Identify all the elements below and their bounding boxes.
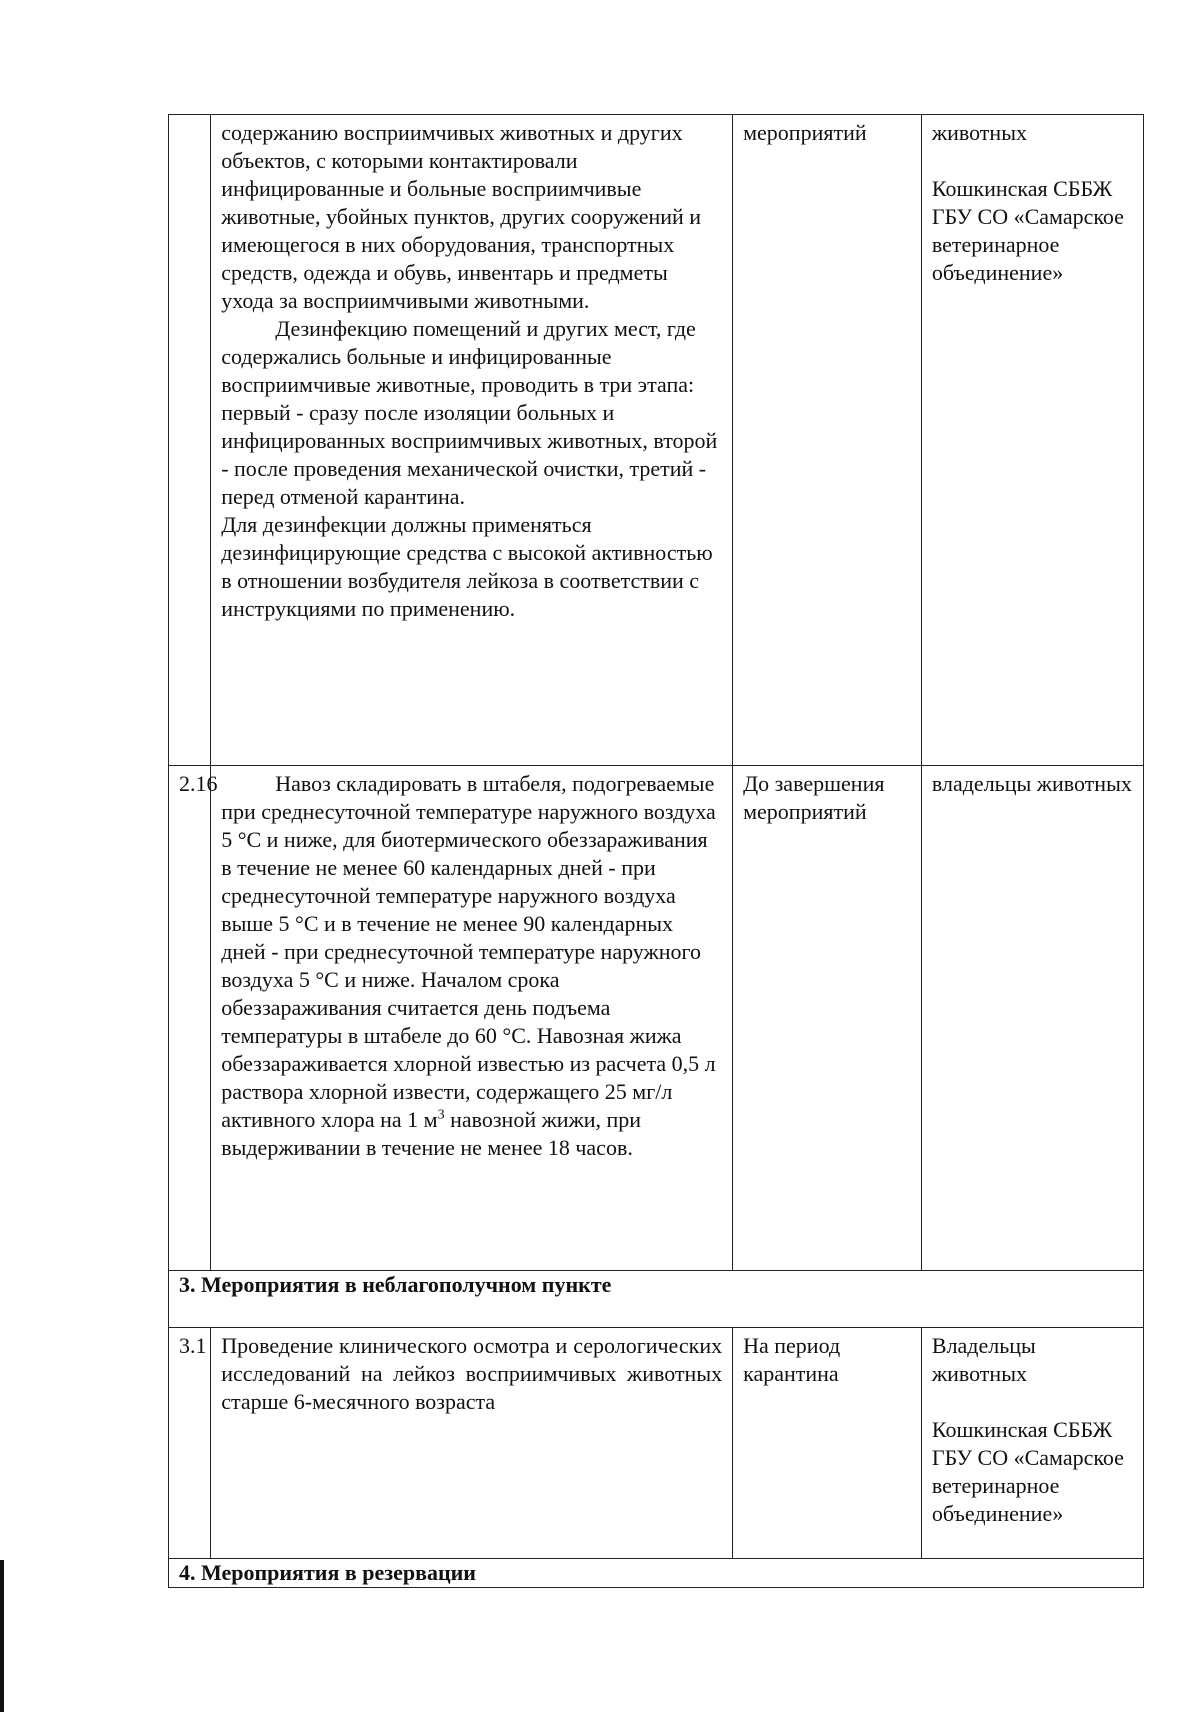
responsible-cell — [921, 115, 1143, 766]
responsible-cell — [921, 1328, 1143, 1559]
measures-table — [168, 114, 1144, 1588]
measure-text-paragraph: Проведение клинического осмотра и серологических исследований на лейкоз восприимчивых животных старше 6-месячного возраста — [221, 1333, 723, 1414]
measure-text-main: Навоз складировать в штабеля, подогреваемые при среднесуточной температуре наружного воздуха 5 °С и ниже, для биотермического обеззараживания в течение не менее 60 календарных дней - при среднесуточной температуре наружного воздуха выше 5 °С и в течение не менее 90 календарных дней - при среднесуточной температуре наружного воздуха 5 °С и ниже. Началом срока обеззараживания считается день подъема температуры в штабеле до 60 °С. Навозная жижа обеззараживается хлорной известью из расчета 0,5 л раствора хлорной извести, содержащего 25 мг/л активного хлора на 1 м — [221, 771, 716, 1132]
scan-edge-mark — [0, 1560, 4, 1712]
measure-text-paragraph: Для дезинфекции должны применяться дезинфицирующие средства с высокой активностью в отношении возбудителя лейкоза в соответствии с инструкциями по применению. — [221, 512, 713, 621]
responsible-text: Кошкинская СББЖ ГБУ СО «Самарское ветеринарное объединение» — [931, 176, 1124, 285]
table-row — [169, 766, 1144, 1271]
measure-text-paragraph: Дезинфекцию помещений и других мест, где содержались больные и инфицированные восприимчивые животные, проводить в три этапа: первый - сразу после изоляции больных и инфицированных восприимчивых животных, второй - после проведения механической очистки, третий - перед отменой карантина. — [221, 316, 718, 509]
measure-description-cell — [211, 1328, 733, 1559]
measure-text-paragraph: содержанию восприимчивых животных и других объектов, с которыми контактировали инфицированные и больные восприимчивые животные, убойных пунктов, других сооружений и имеющегося в них оборудования, транспортных средств, одежда и обувь, инвентарь и предметы ухода за восприимчивыми животными. — [221, 120, 702, 313]
section-header-row — [169, 1271, 1144, 1328]
measure-description-cell — [211, 115, 733, 766]
responsible-text: животных — [931, 120, 1027, 145]
responsible-text: Кошкинская СББЖ ГБУ СО «Самарское ветеринарное объединение» — [931, 1417, 1124, 1526]
term-cell: До завершения мероприятий — [733, 766, 922, 1271]
table-row — [169, 115, 1144, 766]
item-number-cell: 3.1 — [169, 1328, 211, 1559]
measure-description-cell — [211, 766, 733, 1271]
section-title: 3. Мероприятия в неблагополучном пункте — [169, 1271, 1144, 1328]
section-header-row — [169, 1559, 1144, 1588]
table-row — [169, 1328, 1144, 1559]
term-cell: мероприятий — [733, 115, 922, 766]
measure-text-tail: навозной жижи, при выдерживании в течение не менее 18 часов. — [221, 1107, 642, 1160]
section-title: 4. Мероприятия в резервации — [169, 1559, 1144, 1588]
measure-text-paragraph — [221, 770, 722, 1162]
responsible-text: Владельцы животных — [931, 1333, 1036, 1386]
item-number-cell: 2.16 — [169, 766, 211, 1271]
superscript-text: 3 — [437, 1107, 445, 1123]
item-number-cell — [169, 115, 211, 766]
term-cell: На период карантина — [733, 1328, 922, 1559]
responsible-cell: владельцы животных — [921, 766, 1143, 1271]
